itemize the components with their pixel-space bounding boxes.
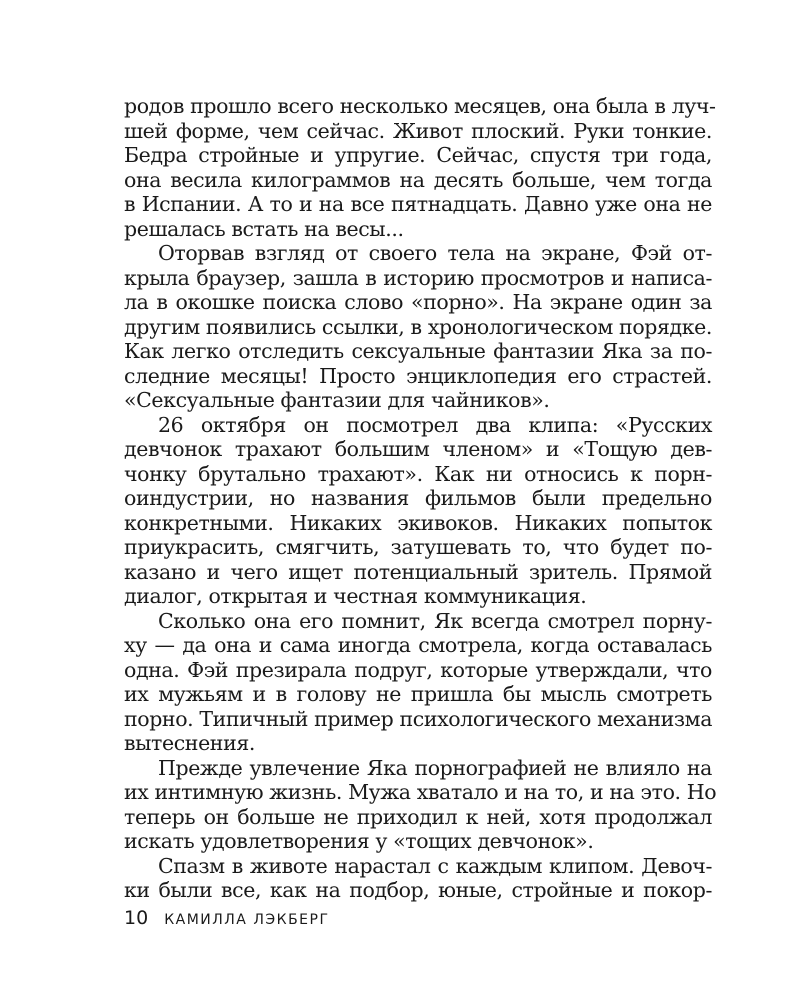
text-line: девчонок трахают большим членом» и «Тощую дев- bbox=[124, 437, 712, 461]
text-line: одна. Фэй презирала подруг, которые утверждали, что bbox=[124, 657, 712, 682]
text-line: Бедра стройные и упругие. Сейчас, спустя три года, bbox=[124, 143, 712, 167]
text-line: шей форме, чем сейчас. Живот плоский. Руки тонкие. bbox=[124, 118, 712, 143]
text-line: ла в окошке поиска слово «порно». На экране один за bbox=[124, 290, 712, 314]
text-line: Спазм в животе нарастал с каждым клипом. Девоч- bbox=[158, 853, 712, 878]
text-line: «Сексуальные фантазии для чайников». bbox=[124, 388, 550, 412]
text-line: ки были все, как на подбор, юные, стройные и покор- bbox=[124, 878, 712, 902]
text-line: она весила килограммов на десять больше, чем тогда bbox=[124, 167, 712, 192]
text-line: их интимную жизнь. Мужа хватало и на то, и на это. Но bbox=[124, 780, 717, 804]
page-number: 10 bbox=[124, 907, 149, 929]
running-head-author: КАМИЛЛА ЛЭКБЕРГ bbox=[164, 912, 330, 928]
text-line: порно. Типичный пример психологического механизма bbox=[124, 706, 713, 731]
text-line: вытеснения. bbox=[124, 731, 255, 755]
body-text bbox=[124, 94, 717, 903]
text-line: ху — да она и сама иногда смотрела, когда оставалась bbox=[124, 633, 712, 657]
text-line: Оторвав взгляд от своего тела на экране, Фэй от- bbox=[158, 241, 712, 265]
text-line: другим появились ссылки, в хронологическом порядке. bbox=[124, 314, 712, 339]
text-line: теперь он больше не приходил к ней, хотя продолжал bbox=[124, 804, 712, 829]
text-line: в Испании. А то и на все пятнадцать. Давно уже она не bbox=[124, 192, 712, 216]
text-line: 26 октября он посмотрел два клипа: «Русских bbox=[158, 412, 712, 437]
text-line: Прежде увлечение Яка порнографией не влияло на bbox=[158, 755, 712, 780]
text-line: Сколько она его помнит, Як всегда смотрел порну- bbox=[158, 608, 712, 633]
text-line: казано и чего ищет потенциальный зритель. Прямой bbox=[124, 559, 712, 584]
text-line: решалась встать на весы... bbox=[124, 216, 404, 241]
text-line: следние месяцы! Просто энциклопедия его страстей. bbox=[124, 363, 712, 388]
text-line: диалог, открытая и честная коммуникация. bbox=[124, 584, 587, 608]
text-line: крыла браузер, зашла в историю просмотров и написа- bbox=[124, 265, 712, 290]
text-line: родов прошло всего несколько месяцев, она была в луч- bbox=[124, 94, 716, 118]
text-line: конкретными. Никаких экивоков. Никаких попыток bbox=[124, 510, 712, 535]
text-line: искать удовлетворения у «тощих девчонок». bbox=[124, 829, 594, 853]
text-line: их мужьям и в голову не пришла бы мысль смотреть bbox=[124, 682, 712, 706]
text-line: чонку брутально трахают». Как ни относись к порн- bbox=[124, 461, 712, 486]
text-line: приукрасить, смягчить, затушевать то, что будет по- bbox=[124, 535, 712, 559]
text-line: оиндустрии, но названия фильмов были предельно bbox=[124, 486, 712, 510]
page-footer bbox=[124, 907, 330, 929]
text-line: Как легко отследить сексуальные фантазии Яка за по- bbox=[124, 339, 712, 363]
